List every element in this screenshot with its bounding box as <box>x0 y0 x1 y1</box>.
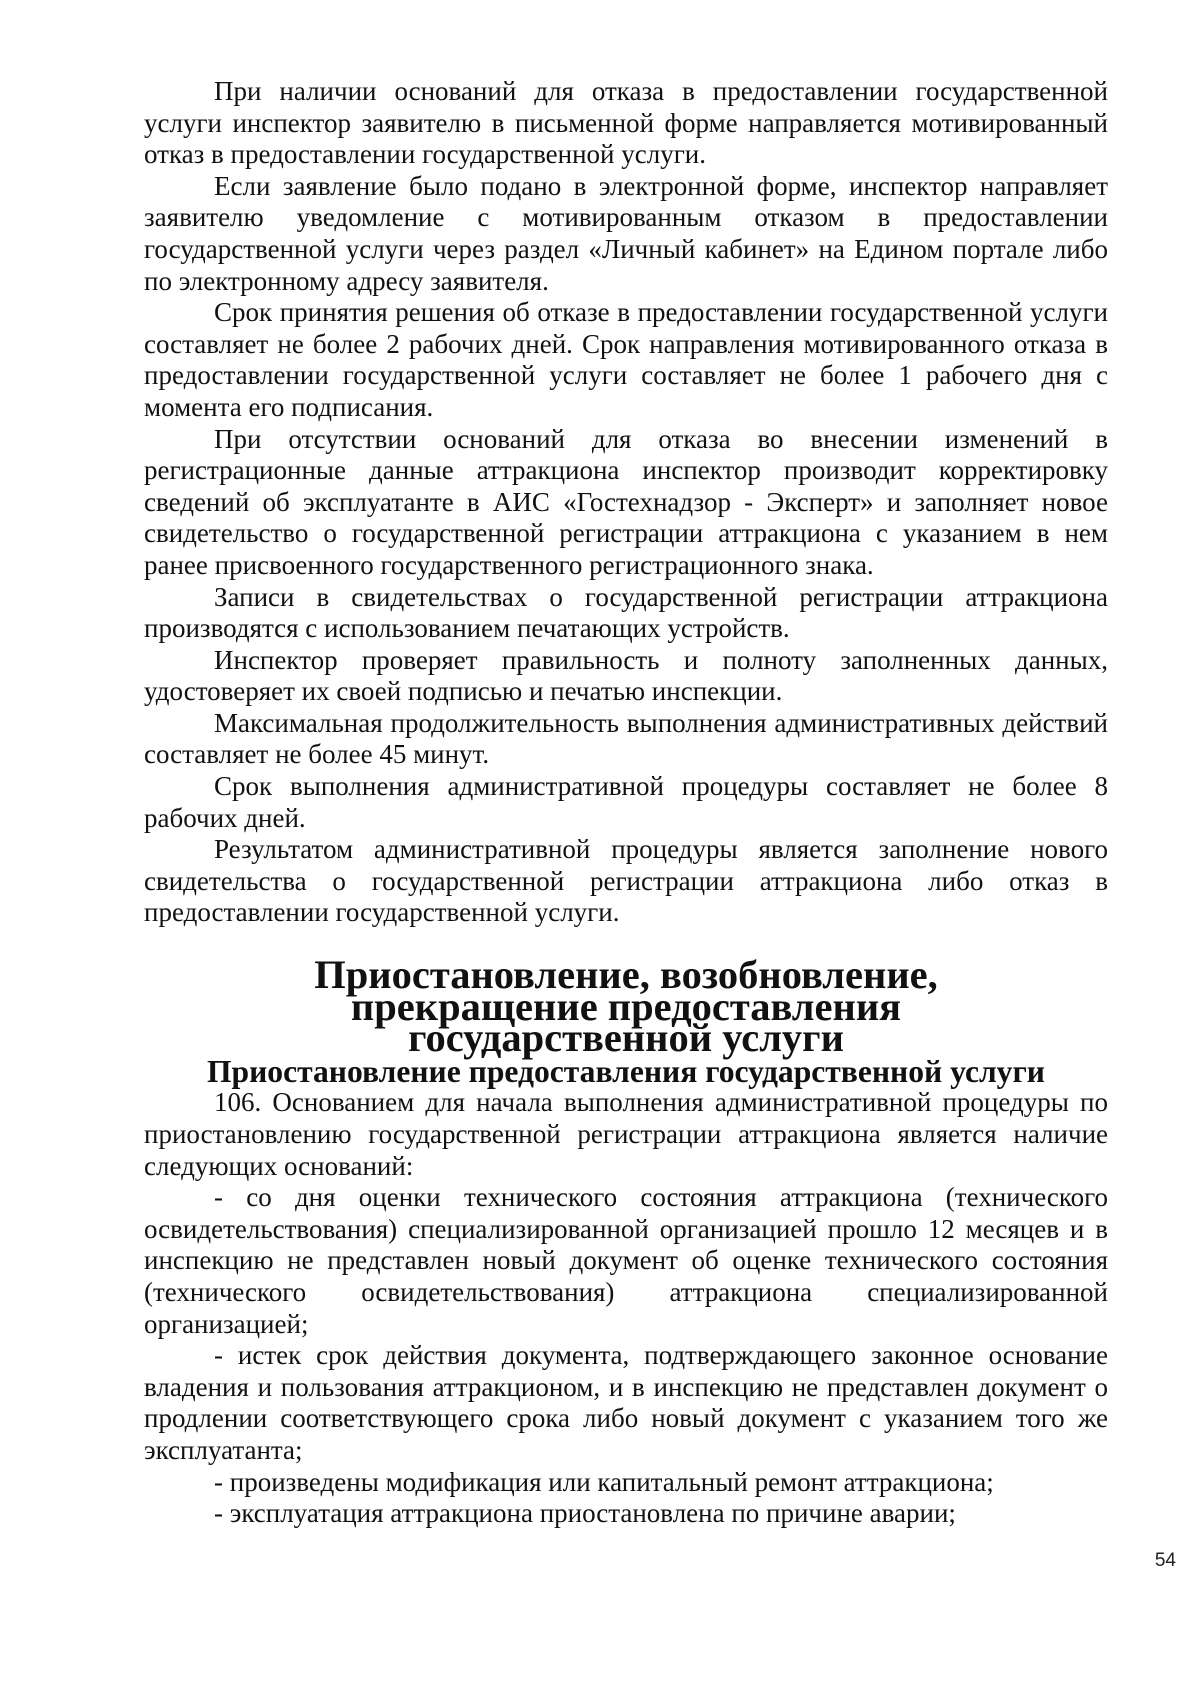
paragraph: Записи в свидетельствах о государственной регистрации аттракциона производятся с использованием печатающих устройств. <box>144 581 1108 644</box>
paragraph: Если заявление было подано в электронной форме, инспектор направляет заявителю уведомление с мотивированным отказом в предоставлении государственной услуги через раздел «Личный кабинет» на Едином портале либо по электронному адресу заявителя. <box>144 170 1108 296</box>
paragraph: Инспектор проверяет правильность и полноту заполненных данных, удостоверяет их своей подписью и печатью инспекции. <box>144 644 1108 707</box>
paragraph: Срок выполнения административной процедуры составляет не более 8 рабочих дней. <box>144 771 1108 833</box>
paragraph: Срок принятия решения об отказе в предоставлении государственной услуги составляет не более 2 рабочих дней. Срок направления мотивированного отказа в предоставлении государственной услуги составляет не более 1 рабочего дня с момента его подписания. <box>144 297 1108 422</box>
list-item: - эксплуатация аттракциона приостановлена по причине аварии; <box>214 1498 956 1529</box>
subsection-heading: Приостановление предоставления государственной услуги <box>206 1053 1046 1089</box>
paragraph: При наличии оснований для отказа в предоставлении государственной услуги инспектор заявителю в письменной форме направляется мотивированный отказ в предоставлении государственной услуги. <box>144 76 1108 170</box>
list-item: - произведены модификация или капитальный ремонт аттракциона; <box>214 1466 994 1497</box>
paragraph: 106. Основанием для начала выполнения административной процедуры по приостановлению государственной регистрации аттракциона является наличие следующих оснований: <box>144 1087 1108 1181</box>
page-number: 54 <box>1154 1550 1176 1571</box>
document-body <box>144 76 1108 1530</box>
list-item: - истек срок действия документа, подтверждающего законное основание владения и пользования аттракционом, и в инспекцию не представлен документ о продлении соответствующего срока либо новый документ с указанием того же эксплуатанта; <box>144 1340 1108 1465</box>
paragraph: Результатом административной процедуры является заполнение нового свидетельства о государственной регистрации аттракциона либо отказ в предоставлении государственной услуги. <box>144 834 1108 928</box>
list-item: - со дня оценки технического состояния аттракциона (технического освидетельствования) специализированной организацией прошло 12 месяцев и в инспекцию не представлен новый документ об оценке технического состояния (технического освидетельствования) аттракциона специализированной организацией; <box>144 1182 1108 1339</box>
paragraph: При отсутствии оснований для отказа во внесении изменений в регистрационные данные аттракциона инспектор производит корректировку сведений об эксплуатанте в АИС «Гостехнадзор - Эксперт» и заполняет новое свидетельство о государственной регистрации аттракциона с указанием в нем ранее присвоенного государственного регистрационного знака. <box>144 423 1108 580</box>
paragraph: Максимальная продолжительность выполнения административных действий составляет не более 45 минут. <box>144 707 1108 770</box>
section-heading: Приостановление, возобновление, прекращение предоставления государственной услуги <box>314 952 938 1061</box>
